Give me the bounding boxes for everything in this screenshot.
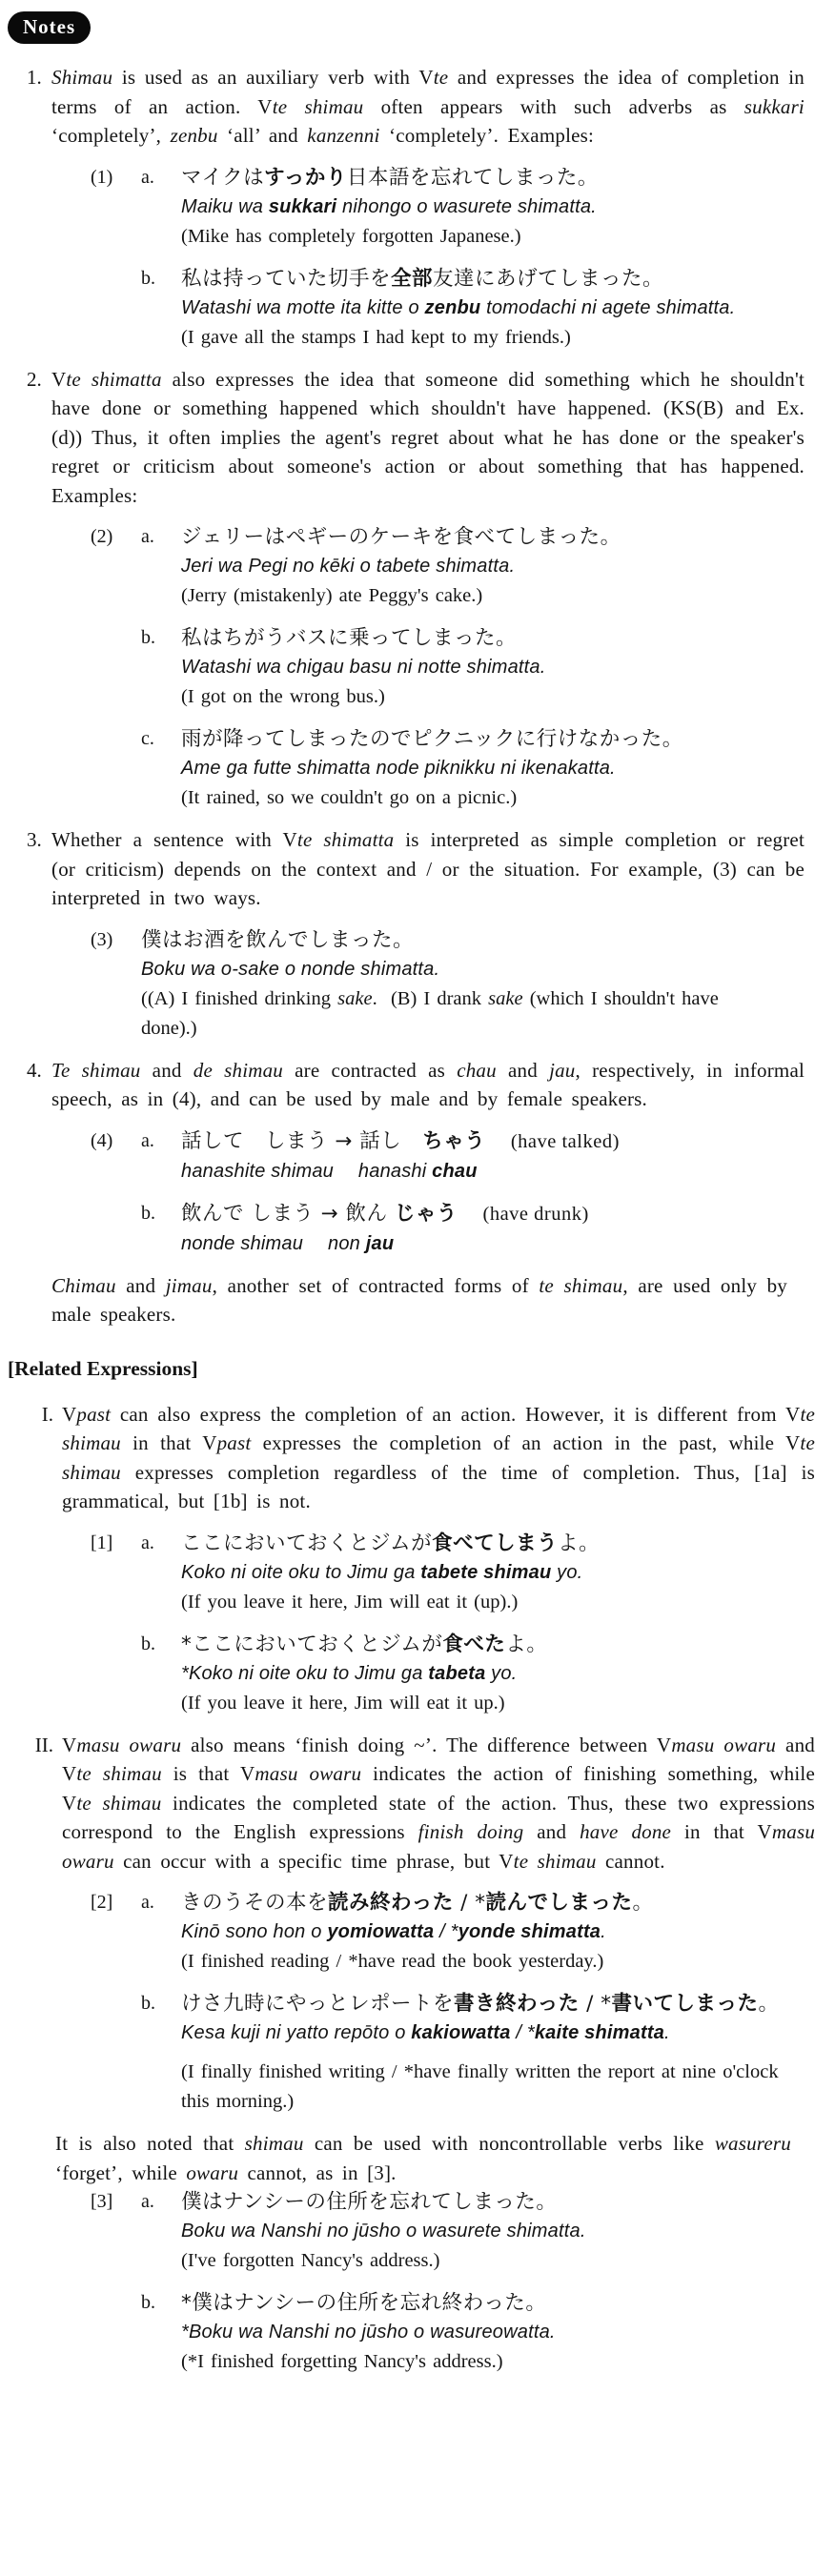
text-run: and V [62, 1733, 815, 1785]
text-run: can be used with noncontrollable verbs like [303, 2132, 715, 2155]
text-run: 書いてしまった [611, 1992, 759, 2016]
japanese-line [181, 1126, 780, 1157]
translation-line [181, 2058, 785, 2117]
text-run: (If you leave it here, Jim will eat it up.) [181, 1692, 505, 1714]
text-run: Chimau [51, 1273, 116, 1297]
text-run: 雨が降ってしまったのでピクニックに行けなかった。 [181, 727, 683, 751]
text-run: te shimau [62, 1431, 815, 1484]
example-letter: a. [141, 1892, 154, 1913]
text-run: ジェリーはペギーのケーキを食べてしまった。 [181, 525, 621, 549]
text-run: It is also noted that [55, 2132, 245, 2155]
text-run: cannot. [596, 1849, 665, 1873]
text-run: 食べてしまう [432, 1531, 559, 1555]
translation-line [181, 2246, 780, 2276]
text-run: yo. [551, 1561, 583, 1583]
example-number [91, 1630, 141, 1718]
text-run: Whether a sentence with V [51, 828, 297, 851]
example-letter: b. [141, 1993, 155, 2014]
text-run: masu owaru [671, 1733, 777, 1756]
example-number [91, 1199, 141, 1259]
text-run: yonde shimatta [458, 1921, 601, 1942]
japanese-line [181, 1888, 780, 1917]
example-number: [2] [91, 1892, 113, 1913]
notes-badge-row [8, 11, 835, 44]
text-run: nonde shimau non [181, 1232, 366, 1254]
example-row [91, 925, 835, 1044]
text-run: Maiku wa [181, 195, 269, 217]
example-letter: a. [141, 166, 154, 188]
text-run: have done [580, 1820, 672, 1843]
text-run: Shimau [51, 66, 113, 89]
text-run: indicates the completed state of the action. Thus, these two expressions correspond to the English expressions [62, 1791, 815, 1843]
example-content [181, 1630, 780, 1718]
text-run: / * [434, 1921, 458, 1942]
text-run: te [433, 66, 449, 89]
example-letter: b. [141, 627, 155, 648]
romaji-line [181, 754, 780, 783]
text-run: (which I shouldn't have done).) [141, 987, 725, 1039]
text-run: *Koko ni oite oku to Jimu ga [181, 1662, 429, 1684]
text-run: 。 [632, 1891, 654, 1915]
continuation-paragraph [51, 1271, 787, 1329]
romaji-line [181, 193, 780, 222]
text-run: ‘completely’. Examples: [379, 124, 595, 147]
text-run: often appears with such adverbs as [363, 94, 744, 118]
example-content [181, 1989, 785, 2117]
example-content [181, 1529, 780, 1617]
text-run: and expresses the idea of completion in terms of an action. V [51, 66, 805, 118]
text-run: Koko ni oite oku to Jimu ga [181, 1561, 421, 1583]
example-content [181, 724, 780, 813]
text-run: Ame ga futte shimatta node piknikku ni ikenakatta. [181, 758, 616, 779]
example-content [181, 2187, 780, 2276]
romaji-line [181, 1558, 780, 1588]
example-letter: b. [141, 1633, 155, 1654]
text-run: , are used only by male speakers. [51, 1273, 788, 1326]
text-run: マイクは [181, 165, 265, 190]
japanese-line [181, 724, 780, 754]
example-letter: c. [141, 728, 154, 749]
text-run: kanzenni [307, 124, 380, 147]
text-run: Boku wa Nanshi no jūsho o wasurete shimatta. [181, 2221, 586, 2241]
japanese-line [181, 1989, 780, 2018]
text-run: jimau [165, 1273, 213, 1297]
japanese-line [181, 1630, 780, 1659]
text-run: きのうその本を [181, 1891, 329, 1915]
example-number: (1) [91, 166, 113, 188]
japanese-line [181, 1529, 780, 1558]
japanese-line [141, 925, 740, 955]
text-run: tomodachi ni agete shimatta. [480, 296, 736, 318]
example-row [91, 1126, 835, 1187]
example-row [91, 163, 835, 252]
example-content [181, 264, 780, 353]
romaji-line [181, 2318, 780, 2347]
text-run: (It rained, so we couldn't go on a picnic.) [181, 787, 518, 808]
text-run: 私はちがうバスに乗ってしまった。 [181, 626, 518, 650]
text-run: kaite shimatta [534, 2022, 665, 2043]
item-number: 2. [27, 367, 42, 391]
text-run: masu owaru [76, 1733, 182, 1756]
japanese-line [181, 163, 780, 193]
text-run: chau [432, 1160, 478, 1182]
text-run: 読み終わった [328, 1891, 454, 1915]
notes-badge: Notes [8, 11, 91, 44]
text-run: sake [488, 987, 523, 1009]
text-run: can occur with a specific time phrase, but V [113, 1849, 514, 1873]
text-run: 。 [758, 1992, 780, 2016]
japanese-line [181, 623, 780, 653]
text-run: V [62, 1402, 77, 1426]
text-run: tabete shimau [420, 1561, 552, 1583]
example-row [91, 1529, 835, 1617]
romaji-line [181, 552, 780, 581]
translation-line [181, 222, 780, 252]
item-paragraph [51, 825, 804, 913]
text-run: nihongo o wasurete shimatta. [336, 195, 597, 217]
text-run: yo. [485, 1662, 518, 1684]
translation-line [181, 1689, 780, 1718]
text-run: Jeri wa Pegi no kēki o tabete shimatta. [181, 556, 516, 577]
text-run: past [76, 1402, 112, 1426]
example-number [91, 724, 141, 813]
example-letter: a. [141, 1531, 154, 1553]
text-run: , another set of contracted forms of [212, 1273, 540, 1297]
text-run: is interpreted as simple completion or regret (or criticism) depends on the context and / or the situation. For example, (3) can be interpreted in two ways. [51, 828, 804, 909]
text-run: sukkari [268, 195, 337, 217]
item-paragraph [62, 1731, 815, 1876]
item-paragraph [51, 1056, 804, 1114]
related-expressions-header: [Related Expressions] [8, 1356, 198, 1380]
text-run: すっかり [264, 165, 347, 190]
example-row [91, 623, 835, 712]
text-run: よ。 [505, 1632, 548, 1656]
text-run: V [62, 1733, 77, 1756]
text-run: te shimau [272, 94, 364, 118]
japanese-line [181, 2288, 780, 2318]
translation-line [181, 783, 780, 813]
text-run: (If you leave it here, Jim will eat it (up).) [181, 1591, 519, 1613]
example-letter: b. [141, 267, 155, 289]
item-paragraph [51, 365, 804, 511]
romaji-line [181, 2018, 780, 2048]
romaji-line [181, 2217, 780, 2246]
text-run: Watashi wa chigau basu ni notte shimatta. [181, 657, 546, 678]
text-run: 読んでしまった [485, 1891, 633, 1915]
text-run: 私は持っていた切手を [181, 266, 392, 291]
example-row [91, 1888, 835, 1977]
romaji-line [181, 1157, 780, 1187]
note-item [0, 1056, 835, 1114]
text-run: in that V [671, 1820, 772, 1843]
text-run: zenbu [424, 296, 481, 318]
translation-line [181, 1588, 780, 1617]
example-row [91, 2187, 835, 2276]
text-run: te shimau [539, 1273, 623, 1297]
translation-line [181, 1947, 780, 1977]
text-run: (have talked) [485, 1130, 620, 1152]
example-number [91, 2288, 141, 2377]
text-run: *ここにおいておくとジムが [181, 1632, 443, 1656]
example-content [181, 1888, 780, 1977]
text-run: wasureru [714, 2132, 791, 2155]
text-run: are contracted as [283, 1058, 458, 1082]
example-row [91, 2288, 835, 2377]
text-run: shimau [244, 2132, 304, 2155]
text-run: Watashi wa motte ita kitte o [181, 296, 425, 318]
romaji-line [141, 955, 740, 984]
example-number [91, 1989, 141, 2117]
text-run: ‘completely’, [51, 124, 171, 147]
text-run: 日本語を忘れてしまった。 [346, 165, 599, 190]
text-run: is that V [161, 1762, 255, 1785]
item-number: 4. [27, 1058, 42, 1082]
text-run: ‘all’ and [217, 124, 308, 147]
text-run: (Mike has completely forgotten Japanese.) [181, 225, 521, 247]
text-run: 全部 [391, 266, 434, 291]
translation-line [181, 2347, 780, 2377]
japanese-line [181, 522, 780, 552]
example-row [91, 1989, 835, 2117]
translation-line [181, 323, 780, 353]
translation-line [181, 682, 780, 712]
text-run: sukkari [743, 94, 804, 118]
item-number: 1. [27, 66, 42, 89]
example-content [181, 1126, 780, 1187]
example-content [181, 163, 780, 252]
example-letter: b. [141, 1202, 155, 1224]
text-run: te shimau [76, 1762, 162, 1785]
text-run: sake [337, 987, 373, 1009]
text-run: jau [549, 1058, 576, 1082]
text-run: te shimatta [66, 367, 162, 391]
example-content [181, 623, 780, 712]
romaji-line [181, 653, 780, 682]
text-run: . [601, 1921, 606, 1942]
text-run: Te shimau [51, 1058, 141, 1082]
text-run: te shimatta [296, 828, 395, 851]
text-run: tabeta [428, 1662, 486, 1684]
text-run: 僕はナンシーの住所を忘れてしまった。 [181, 2190, 558, 2214]
text-run: / * [579, 1992, 612, 2016]
translation-line [141, 984, 740, 1044]
text-run: (I got on the wrong bus.) [181, 686, 385, 707]
text-run: けさ九時にやっとレポートを [181, 1992, 455, 2016]
text-run: and [140, 1058, 193, 1082]
text-run: kakiowatta [411, 2022, 511, 2043]
text-run: can also express the completion of an action. However, it is different from V [111, 1402, 801, 1426]
note-item [0, 825, 835, 913]
japanese-line [181, 1199, 780, 1229]
text-run: / * [510, 2022, 535, 2043]
note-item [0, 1731, 835, 1876]
text-run: also expresses the idea that someone did something which he shouldn't have done or something happened which shouldn't have happened. (KS(B) and Ex. (d)) Thus, it often implies the agent's regret about what he has done or the speaker's regret or criticism about someone's action or about something that has happened. Examples: [51, 367, 804, 507]
text-run: ((A) I finished drinking [141, 987, 338, 1009]
japanese-line [181, 264, 780, 294]
text-run: . [664, 2022, 670, 2043]
romaji-line [181, 1659, 780, 1689]
item-number: II. [34, 1733, 53, 1756]
text-run: and [523, 1820, 580, 1843]
text-run: (I've forgotten Nancy's address.) [181, 2250, 440, 2271]
text-run: te shimau [513, 1849, 597, 1873]
example-number: (2) [91, 526, 113, 547]
text-run: Boku wa o-sake o nonde shimatta. [141, 958, 440, 980]
text-run: (I finally finished writing / *have finally written the report at nine o'clock this morning.) [181, 2061, 785, 2112]
text-run: is used as an auxiliary verb with V [112, 66, 434, 89]
romaji-line [181, 294, 780, 323]
example-row [91, 1199, 835, 1259]
text-run: de shimau [193, 1058, 283, 1082]
text-run: 僕はお酒を飲んでしまった。 [141, 927, 415, 952]
romaji-line [181, 1917, 780, 1947]
notes-section [0, 11, 835, 2377]
text-run: *Boku wa Nanshi no jūsho o wasureowatta. [181, 2322, 556, 2343]
text-run: ここにおいておくとジムが [181, 1531, 433, 1555]
text-run: indicates the action of finishing something, while V [62, 1762, 815, 1815]
text-run: also means ‘finish doing ~’. The difference between V [181, 1733, 672, 1756]
text-run: masu owaru [255, 1762, 362, 1785]
continuation-paragraph [55, 2129, 791, 2187]
example-number [91, 623, 141, 712]
example-row [91, 724, 835, 813]
text-run: , respectively, in informal speech, as in (4), and can be used by male and by female speakers. [51, 1058, 804, 1110]
text-run: yomiowatta [327, 1921, 435, 1942]
example-number: (3) [91, 928, 113, 950]
note-item [0, 365, 835, 511]
note-item [0, 1400, 835, 1516]
example-row [91, 522, 835, 611]
example-content [181, 1199, 780, 1259]
item-paragraph [62, 1400, 815, 1516]
japanese-line [181, 2187, 780, 2217]
romaji-line [181, 1229, 780, 1259]
text-run: Kesa kuji ni yatto repōto o [181, 2022, 412, 2043]
text-run: *僕はナンシーの住所を忘れ終わった。 [181, 2291, 547, 2315]
text-run: よ。 [558, 1531, 601, 1555]
text-run: te shimau [62, 1402, 815, 1454]
text-run: 話して しまう → 話し [181, 1128, 423, 1153]
text-run: (Jerry (mistakenly) ate Peggy's cake.) [181, 585, 483, 606]
text-run: te shimau [76, 1791, 162, 1815]
text-run: finish doing [418, 1820, 524, 1843]
text-run: (have drunk) [457, 1203, 589, 1225]
text-run: 飲んで しまう → 飲ん [181, 1201, 395, 1226]
text-run: ちゃう [422, 1128, 486, 1153]
text-run: / * [453, 1891, 486, 1915]
text-run: じゃう [394, 1201, 458, 1226]
example-number: (4) [91, 1129, 113, 1151]
text-run: jau [365, 1232, 395, 1254]
example-row [91, 264, 835, 353]
text-run: 書き終わった [454, 1992, 580, 2016]
example-content [181, 522, 780, 611]
example-letter: a. [141, 526, 154, 547]
text-run: zenbu [170, 124, 218, 147]
text-run: 友達にあげてしまった。 [433, 266, 664, 291]
item-number: I. [41, 1402, 53, 1426]
example-number [91, 264, 141, 353]
example-content [141, 925, 740, 1044]
example-letter: b. [141, 2292, 155, 2313]
text-run: Kinō sono hon o [181, 1921, 328, 1942]
example-row [91, 1630, 835, 1718]
example-number: [3] [91, 2191, 113, 2212]
text-run: (I finished reading / *have read the book yesterday.) [181, 1951, 604, 1972]
example-number: [1] [91, 1531, 113, 1553]
text-run: owaru [186, 2160, 239, 2184]
text-run: chau [457, 1058, 497, 1082]
translation-line [181, 581, 780, 611]
text-run: expresses the completion of an action in the past, while V [251, 1431, 801, 1454]
text-run: cannot, as in [3]. [238, 2160, 397, 2184]
text-run: and [115, 1273, 166, 1297]
text-run: V [51, 367, 67, 391]
text-run: hanashite shimau hanashi [181, 1160, 433, 1182]
text-run: 食べた [442, 1632, 506, 1656]
text-run: in that V [120, 1431, 217, 1454]
item-number: 3. [27, 828, 42, 851]
text-run: (I gave all the stamps I had kept to my friends.) [181, 326, 571, 348]
text-run: ‘forget’, while [55, 2160, 187, 2184]
text-run: (*I finished forgetting Nancy's address.) [181, 2351, 503, 2372]
example-letter: a. [141, 1129, 154, 1151]
text-run: and [496, 1058, 550, 1082]
example-content [181, 2288, 780, 2377]
item-paragraph [51, 63, 804, 151]
note-item [0, 63, 835, 151]
text-run: past [216, 1431, 252, 1454]
example-letter: a. [141, 2191, 154, 2212]
text-run: masu owaru [62, 1820, 816, 1873]
text-run: expresses completion regardless of the time of completion. Thus, [1a] is grammatical, but [1b] is not. [62, 1460, 815, 1512]
text-run: . (B) I drank [372, 987, 489, 1009]
